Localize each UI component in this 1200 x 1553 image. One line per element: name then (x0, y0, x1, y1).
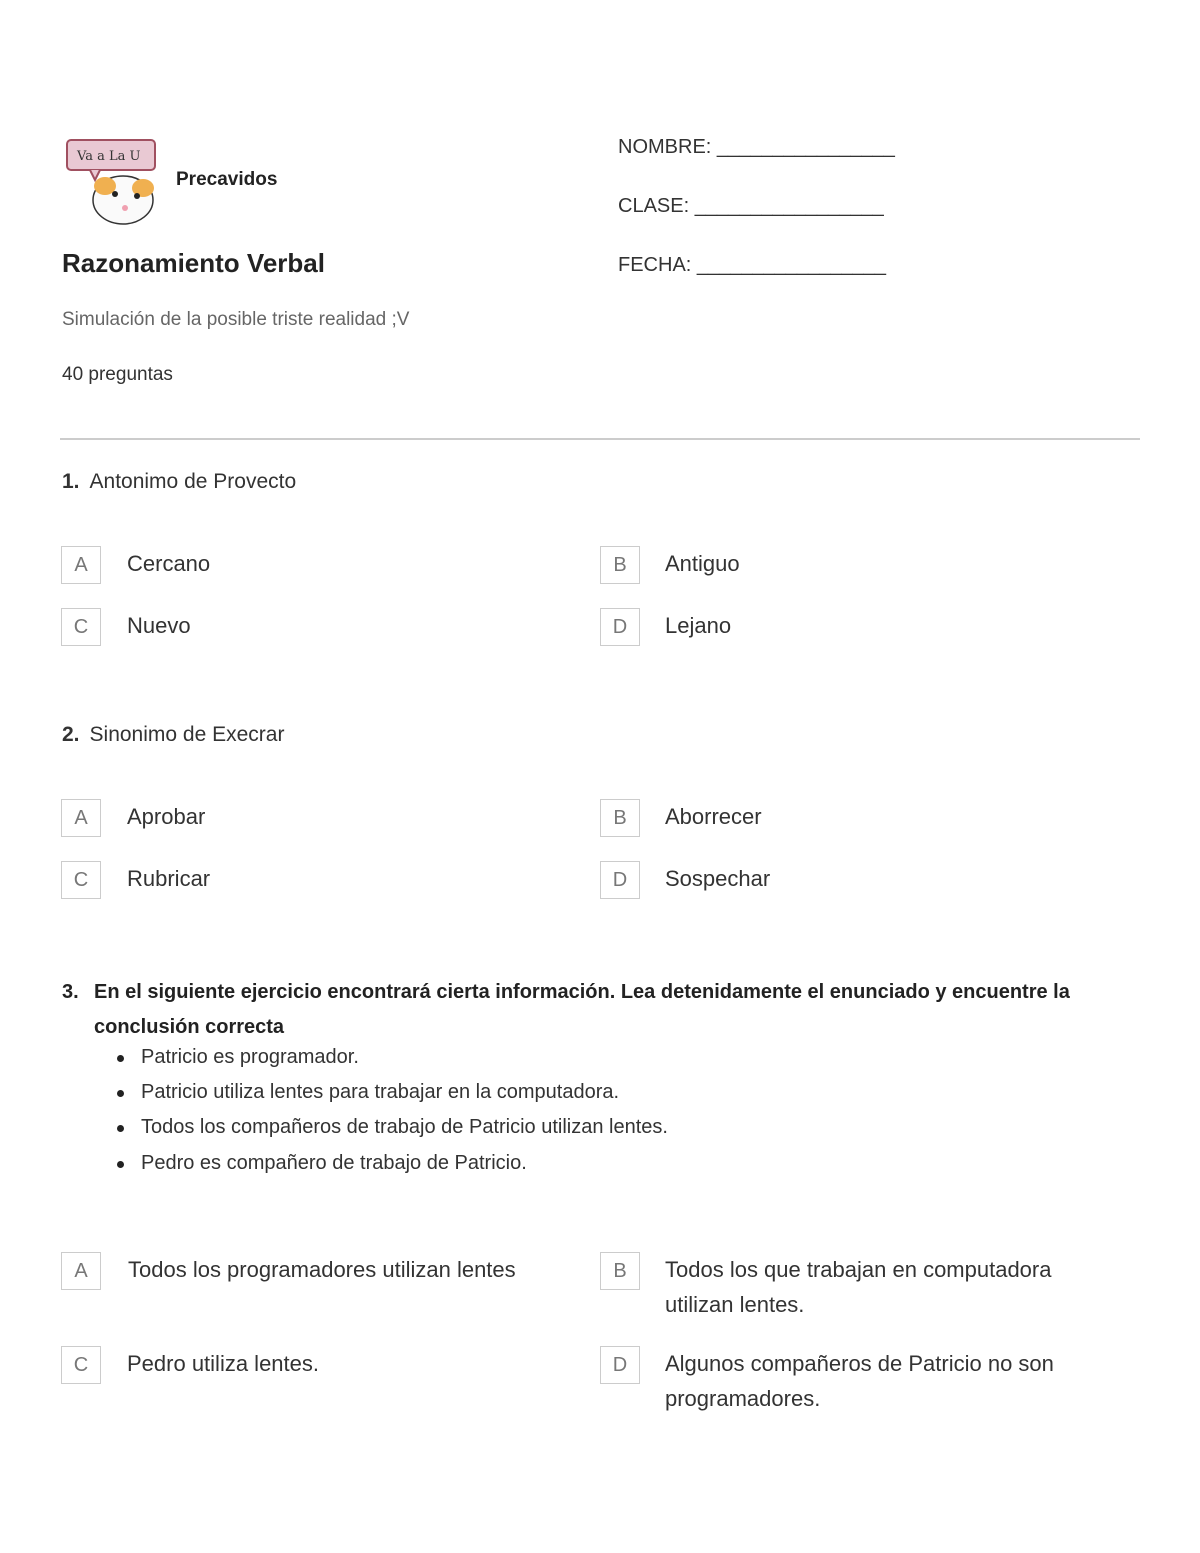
option-a-box[interactable]: A (61, 799, 101, 837)
question-text: Antonimo de Provecto (89, 470, 297, 493)
option-d-box[interactable]: D (600, 861, 640, 899)
question-count: 40 preguntas (62, 364, 173, 385)
svg-text:Va a La U: Va a La U (77, 149, 141, 164)
option-d-box[interactable]: D (600, 608, 640, 646)
option-d-text[interactable]: Lejano (665, 613, 732, 638)
question-2 (62, 723, 284, 747)
subtitle: Simulación de la posible triste realidad ;V (62, 309, 410, 330)
premise-item: Todos los compañeros de trabajo de Patricio utilizan lentes. (141, 1116, 668, 1138)
brand-name: Precavidos (176, 169, 278, 190)
premise-item: Patricio utiliza lentes para trabajar en la computadora. (141, 1081, 620, 1103)
question-number: 2. (62, 723, 80, 746)
option-a-text[interactable]: Todos los programadores utilizan lentes (128, 1257, 516, 1282)
divider (60, 438, 1140, 440)
option-c-text[interactable]: Rubricar (127, 866, 211, 891)
option-a-box[interactable]: A (61, 1252, 101, 1290)
option-b-text[interactable]: Todos los que trabajan en computadora utilizan lentes. (665, 1257, 1052, 1317)
date-field: FECHA: _________________ (618, 254, 886, 276)
question-1 (62, 470, 296, 494)
premise-item: Patricio es programador. (141, 1046, 359, 1068)
option-d-text[interactable]: Sospechar (665, 866, 771, 891)
question-3 (62, 975, 1094, 1045)
option-c-box[interactable]: C (61, 1346, 101, 1384)
option-c-box[interactable]: C (61, 608, 101, 646)
option-d-box[interactable]: D (600, 1346, 640, 1384)
option-b-text[interactable]: Aborrecer (665, 804, 762, 829)
logo-hamster-icon (65, 138, 160, 226)
question-text: En el siguiente ejercicio encontrará cierta información. Lea detenidamente el enunciado y encuentre la conclusión correcta (94, 981, 1070, 1038)
option-c-text[interactable]: Nuevo (127, 613, 191, 638)
name-field: NOMBRE: ________________ (618, 136, 895, 158)
option-c-text[interactable]: Pedro utiliza lentes. (127, 1351, 319, 1376)
option-b-box[interactable]: B (600, 1252, 640, 1290)
option-a-text[interactable]: Aprobar (127, 804, 206, 829)
option-c-box[interactable]: C (61, 861, 101, 899)
option-b-box[interactable]: B (600, 799, 640, 837)
option-d-text[interactable]: Algunos compañeros de Patricio no son programadores. (665, 1351, 1054, 1411)
option-a-text[interactable]: Cercano (127, 551, 211, 576)
question-text: Sinonimo de Execrar (89, 723, 285, 746)
option-b-text[interactable]: Antiguo (665, 551, 740, 576)
class-field: CLASE: _________________ (618, 195, 884, 217)
question-number: 3. (62, 981, 79, 1003)
page-title: Razonamiento Verbal (62, 248, 325, 278)
premise-item: Pedro es compañero de trabajo de Patricio. (141, 1152, 527, 1174)
option-a-box[interactable]: A (61, 546, 101, 584)
option-b-box[interactable]: B (600, 546, 640, 584)
question-number: 1. (62, 470, 80, 493)
